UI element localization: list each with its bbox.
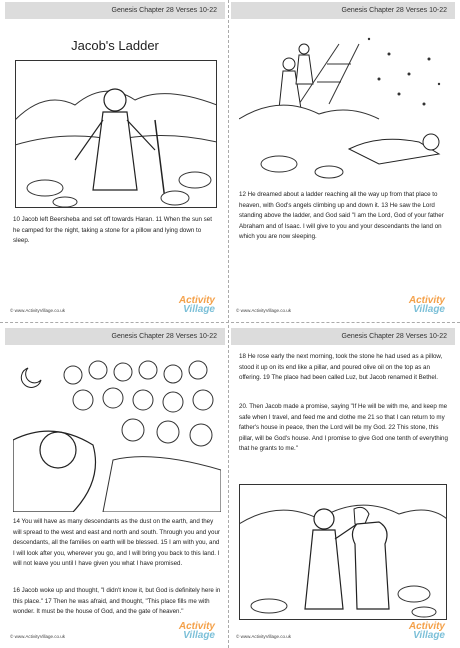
activity-village-logo (409, 296, 445, 314)
verse-text: 10 Jacob left Beersheba and set off towards Haran. 11 When the sun set he camped for the night, taking a stone for a pillow and lying down to sleep. (13, 216, 212, 245)
logo-line-1: Activity (178, 621, 215, 632)
logo-line-2: Village (413, 630, 445, 641)
page-panel-1 (5, 2, 225, 318)
jacob-pillar-illustration (239, 484, 447, 620)
footer-url: © www.ActivityVillage.co.uk (10, 308, 66, 313)
cut-line-horizontal (0, 322, 460, 323)
activity-village-logo (409, 622, 445, 640)
verse-text: 20. Then Jacob made a promise, saying "If He will be with me, and keep me safe when I travel, and feed me and clothe me 21 so that I can return to my father's house in peace, then the Lord will be my God. 22 This stone, this pillar, will be God's house. And I promise to give God one tenth of everything that he grants to me." (239, 403, 448, 453)
footer-url: © www.ActivityVillage.co.uk (236, 308, 292, 313)
panel-header: Genesis Chapter 28 Verses 10-22 (231, 328, 455, 345)
logo-line-2: Village (183, 630, 215, 641)
footer-url: © www.ActivityVillage.co.uk (10, 634, 66, 639)
verse-text: 14 You will have as many descendants as the dust on the earth, and they will spread to the west and east and north and south. Through you and your descendants, all the families on earth will be blessed. 15 I am with you, and I will look after you, wherever you go, and I will bring you back to this land. I will not leave you until I have given you what I have promised. (13, 518, 220, 568)
page-title: Jacob's Ladder (71, 38, 159, 53)
verse-text: 12 He dreamed about a ladder reaching all the way up from that place to heaven, with God's angels climbing up and down it. 13 He saw the Lord standing above the ladder, and God said "I am the Lord, God of your father Abraham and of Isaac. I will give to you and your descendants the land on which you are now sleeping. (239, 191, 444, 241)
activity-village-logo (179, 622, 215, 640)
jacob-walking-illustration (15, 60, 217, 208)
logo-line-2: Village (413, 304, 445, 315)
panel-header: Genesis Chapter 28 Verses 10-22 (5, 2, 225, 19)
page-panel-3 (5, 328, 225, 644)
verse-text: 18 He rose early the next morning, took the stone he had used as a pillow, stood it up on its end like a pillar, and poured olive oil on the top as an offering. 19 The place had been called Luz, but Jacob renamed it Bethel. (239, 353, 443, 382)
cut-line-vertical (228, 0, 229, 648)
logo-line-1: Activity (408, 621, 445, 632)
logo-line-1: Activity (408, 295, 445, 306)
panel-header: Genesis Chapter 28 Verses 10-22 (231, 2, 455, 19)
page-panel-4 (231, 328, 455, 644)
logo-line-1: Activity (178, 295, 215, 306)
descendants-illustration (13, 350, 221, 512)
verse-text: 16 Jacob woke up and thought, "I didn't know it, but God is definitely here in this place." 17 Then he was afraid, and thought, "This place fills me with wonder. It must be the house of God, and the gate of heaven." (13, 587, 221, 616)
ladder-dream-illustration (239, 24, 449, 184)
page-panel-2 (231, 2, 455, 318)
activity-village-logo (179, 296, 215, 314)
footer-url: © www.ActivityVillage.co.uk (236, 634, 292, 639)
panel-header: Genesis Chapter 28 Verses 10-22 (5, 328, 225, 345)
logo-line-2: Village (183, 304, 215, 315)
